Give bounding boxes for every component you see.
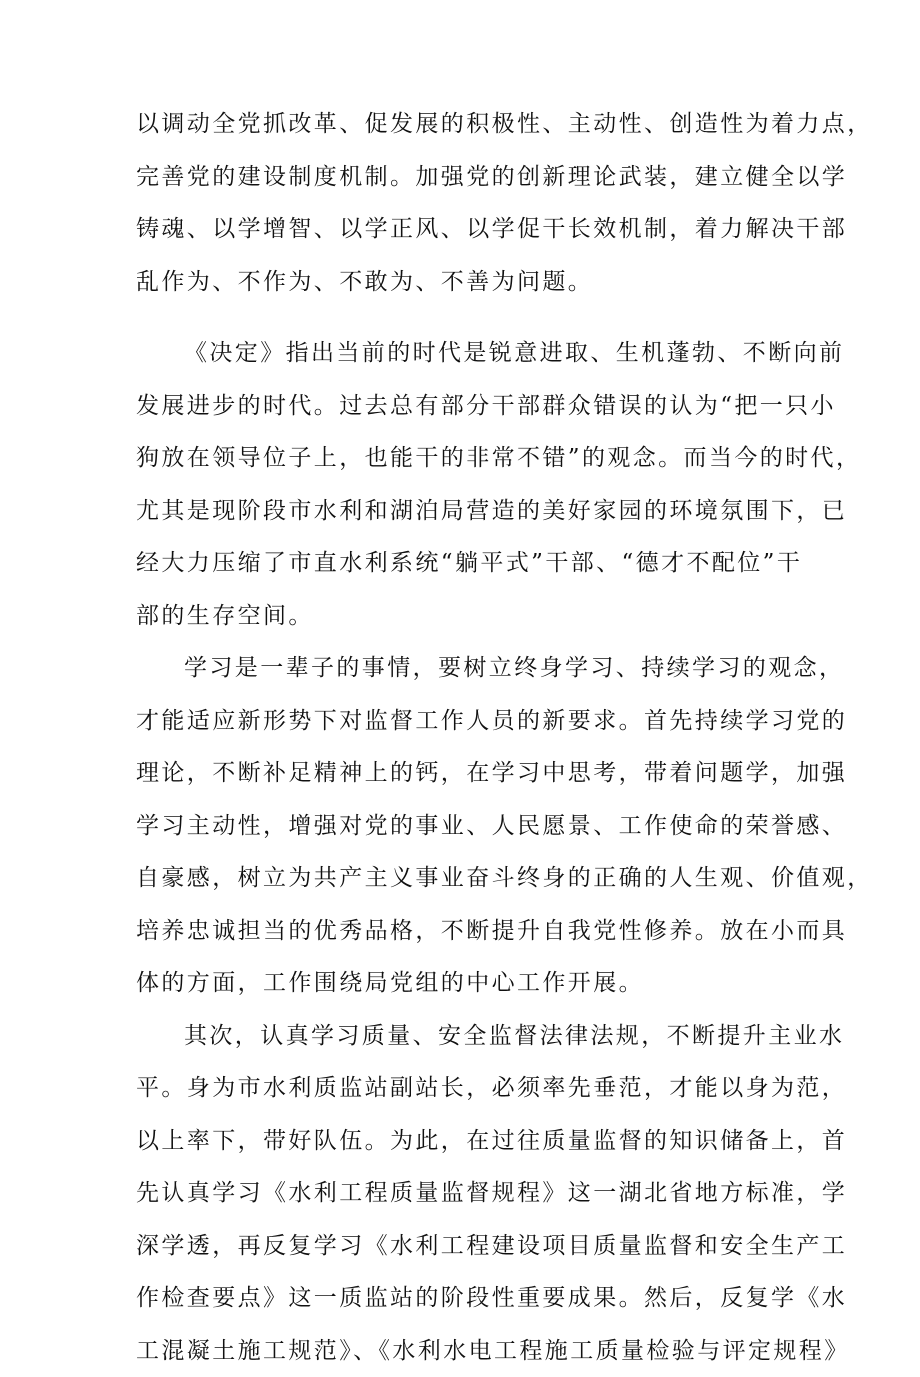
text-line: 平。身为市水利质监站副站长，必须率先垂范，才能以身为范，	[136, 1062, 796, 1115]
text-line: 培养忠诚担当的优秀品格，不断提升自我党性修养。放在小而具	[136, 905, 796, 958]
text-line: 才能适应新形势下对监督工作人员的新要求。首先持续学习党的	[136, 695, 796, 748]
text-line: 完善党的建设制度机制。加强党的创新理论武装，建立健全以学	[136, 151, 796, 204]
text-line: 铸魂、以学增智、以学正风、以学促干长效机制，着力解决干部	[136, 203, 796, 256]
paragraph-1	[136, 98, 796, 308]
text-line: 其次，认真学习质量、安全监督法律法规，不断提升主业水	[136, 1010, 796, 1063]
text-line: 学习主动性，增强对党的事业、人民愿景、工作使命的荣誉感、	[136, 800, 796, 853]
text-line: 经大力压缩了市直水利系统“躺平式”干部、“德才不配位”干	[136, 537, 796, 590]
text-line: 理论，不断补足精神上的钙，在学习中思考，带着问题学，加强	[136, 747, 796, 800]
text-line: 学习是一辈子的事情，要树立终身学习、持续学习的观念，	[136, 642, 796, 695]
paragraph-3	[136, 642, 796, 1010]
paragraph-2	[136, 327, 796, 642]
text-line: 尤其是现阶段市水利和湖泊局营造的美好家园的环境氛围下，已	[136, 485, 796, 538]
text-line: 深学透，再反复学习《水利工程建设项目质量监督和安全生产工	[136, 1220, 796, 1273]
text-line: 以调动全党抓改革、促发展的积极性、主动性、创造性为着力点，	[136, 98, 796, 151]
text-line: 《决定》指出当前的时代是锐意进取、生机蓬勃、不断向前	[136, 327, 796, 380]
text-line: 狗放在领导位子上，也能干的非常不错”的观念。而当今的时代，	[136, 432, 796, 485]
text-line: 先认真学习《水利工程质量监督规程》这一湖北省地方标准，学	[136, 1167, 796, 1220]
text-line: 作检查要点》这一质监站的阶段性重要成果。然后，反复学《水	[136, 1272, 796, 1325]
text-line: 自豪感，树立为共产主义事业奋斗终身的正确的人生观、价值观，	[136, 852, 796, 905]
text-line: 乱作为、不作为、不敢为、不善为问题。	[136, 256, 796, 309]
text-line: 以上率下，带好队伍。为此，在过往质量监督的知识储备上，首	[136, 1115, 796, 1168]
text-line: 工混凝土施工规范》、《水利水电工程施工质量检验与评定规程》	[136, 1325, 796, 1377]
text-line: 体的方面，工作围绕局党组的中心工作开展。	[136, 957, 796, 1010]
paragraph-4	[136, 1010, 796, 1377]
text-line: 部的生存空间。	[136, 590, 796, 643]
text-line: 发展进步的时代。过去总有部分干部群众错误的认为“把一只小	[136, 380, 796, 433]
